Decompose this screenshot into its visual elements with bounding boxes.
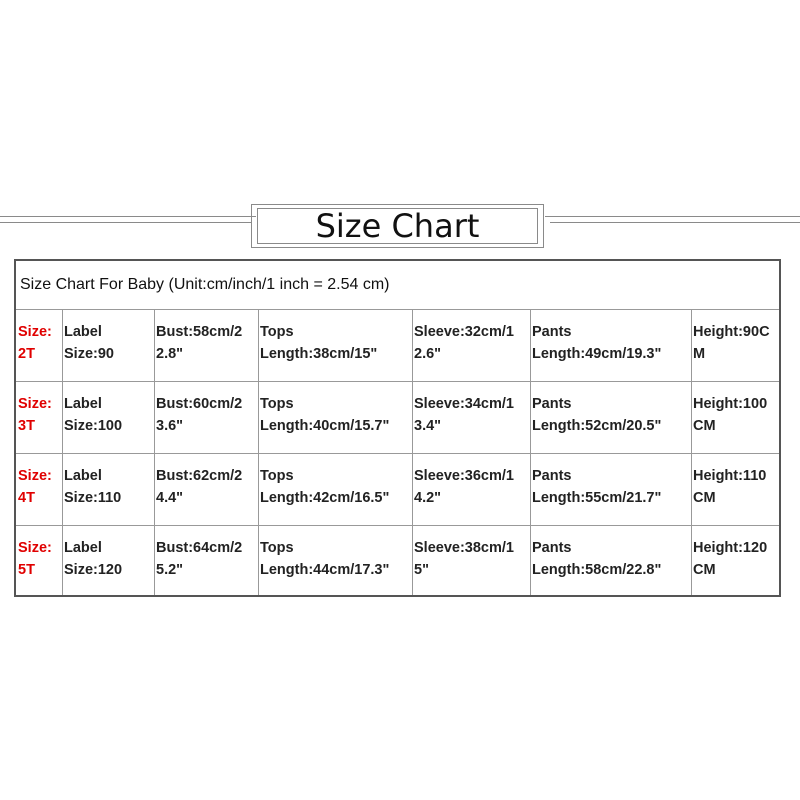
pants-cell [532, 465, 690, 509]
size-cell-line: Size: [18, 468, 52, 484]
size-cell-line: 5T [18, 562, 35, 578]
tops-cell-line: Tops [260, 324, 294, 340]
label-cell [64, 321, 153, 365]
header-rule [550, 222, 800, 223]
size-cell [18, 537, 61, 581]
bust-cell-line: Bust:62cm/2 [156, 468, 243, 484]
column-divider [691, 309, 692, 595]
header-rule [0, 216, 256, 217]
bust-cell [156, 321, 257, 365]
height-cell-line: Height:120 [693, 540, 768, 556]
page-title: Size Chart [257, 208, 538, 244]
bust-cell-line: Bust:58cm/2 [156, 324, 243, 340]
column-divider [258, 309, 259, 595]
bust-cell [156, 465, 257, 509]
label-cell-line: Size:90 [64, 346, 114, 362]
label-cell-line: Label [64, 468, 102, 484]
sleeve-cell-line: Sleeve:32cm/1 [414, 324, 514, 340]
bust-cell [156, 537, 257, 581]
sleeve-cell-line: 4.2" [414, 490, 442, 506]
height-cell [693, 321, 778, 365]
height-cell [693, 465, 778, 509]
size-cell [18, 321, 61, 365]
bust-cell-line: 3.6" [156, 418, 184, 434]
sleeve-cell [414, 537, 529, 581]
bust-cell-line: 4.4" [156, 490, 184, 506]
sleeve-cell-line: 5" [414, 562, 429, 578]
pants-cell-line: Length:52cm/20.5" [532, 418, 662, 434]
sleeve-cell [414, 393, 529, 437]
pants-cell [532, 393, 690, 437]
size-cell-line: Size: [18, 396, 52, 412]
size-cell-line: 4T [18, 490, 35, 506]
tops-cell-line: Length:38cm/15" [260, 346, 378, 362]
height-cell-line: CM [693, 490, 716, 506]
header-rule [545, 216, 800, 217]
label-cell-line: Label [64, 324, 102, 340]
height-cell-line: Height:90C [693, 324, 770, 340]
bust-cell-line: Bust:64cm/2 [156, 540, 243, 556]
pants-cell-line: Pants [532, 396, 572, 412]
size-cell-line: 2T [18, 346, 35, 362]
size-cell [18, 393, 61, 437]
size-cell [18, 465, 61, 509]
row-divider [16, 453, 779, 454]
sleeve-cell [414, 465, 529, 509]
column-divider [154, 309, 155, 595]
column-divider [530, 309, 531, 595]
column-divider [62, 309, 63, 595]
bust-cell-line: 5.2" [156, 562, 184, 578]
table-caption: Size Chart For Baby (Unit:cm/inch/1 inch = 2.54 cm) [20, 276, 390, 293]
height-cell-line: CM [693, 562, 716, 578]
bust-cell [156, 393, 257, 437]
sleeve-cell-line: 3.4" [414, 418, 442, 434]
label-cell-line: Size:120 [64, 562, 123, 578]
label-cell-line: Size:100 [64, 418, 123, 434]
column-divider [412, 309, 413, 595]
tops-cell [260, 321, 411, 365]
row-divider [16, 381, 779, 382]
tops-cell [260, 537, 411, 581]
label-cell [64, 537, 153, 581]
sleeve-cell [414, 321, 529, 365]
height-cell-line: M [693, 346, 706, 362]
tops-cell-line: Length:40cm/15.7" [260, 418, 390, 434]
tops-cell-line: Tops [260, 396, 294, 412]
height-cell-line: Height:100 [693, 396, 768, 412]
sleeve-cell-line: Sleeve:34cm/1 [414, 396, 514, 412]
height-cell-line: Height:110 [693, 468, 767, 484]
row-divider [16, 525, 779, 526]
pants-cell-line: Pants [532, 324, 572, 340]
label-cell-line: Size:110 [64, 490, 122, 506]
size-table [14, 259, 781, 597]
label-cell [64, 465, 153, 509]
label-cell [64, 393, 153, 437]
tops-cell-line: Length:44cm/17.3" [260, 562, 390, 578]
header-rule [0, 222, 251, 223]
label-cell-line: Label [64, 396, 102, 412]
tops-cell [260, 393, 411, 437]
pants-cell-line: Length:55cm/21.7" [532, 490, 662, 506]
bust-cell-line: 2.8" [156, 346, 184, 362]
height-cell [693, 537, 778, 581]
height-cell [693, 393, 778, 437]
row-divider [16, 309, 779, 310]
tops-cell [260, 465, 411, 509]
tops-cell-line: Tops [260, 468, 294, 484]
tops-cell-line: Tops [260, 540, 294, 556]
pants-cell-line: Length:49cm/19.3" [532, 346, 662, 362]
sleeve-cell-line: Sleeve:36cm/1 [414, 468, 514, 484]
tops-cell-line: Length:42cm/16.5" [260, 490, 390, 506]
bust-cell-line: Bust:60cm/2 [156, 396, 243, 412]
pants-cell [532, 321, 690, 365]
sleeve-cell-line: Sleeve:38cm/1 [414, 540, 514, 556]
pants-cell-line: Pants [532, 468, 572, 484]
pants-cell-line: Pants [532, 540, 572, 556]
size-cell-line: Size: [18, 540, 52, 556]
pants-cell [532, 537, 690, 581]
height-cell-line: CM [693, 418, 716, 434]
label-cell-line: Label [64, 540, 102, 556]
size-cell-line: Size: [18, 324, 52, 340]
size-cell-line: 3T [18, 418, 35, 434]
sleeve-cell-line: 2.6" [414, 346, 442, 362]
pants-cell-line: Length:58cm/22.8" [532, 562, 662, 578]
